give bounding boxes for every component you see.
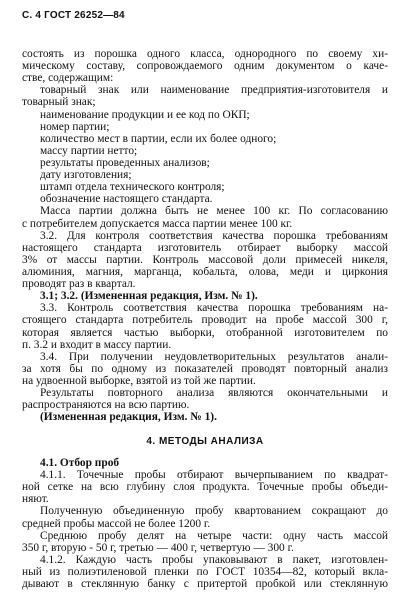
text-line: Масса партии должна быть не менее 100 кг. По согласованию bbox=[40, 205, 388, 218]
text-line: товарный знак; bbox=[22, 96, 96, 109]
text-line: наименование продукции и ее код по ОКП; bbox=[40, 108, 250, 121]
text-line: няют. bbox=[22, 493, 49, 506]
text-line: количество мест в партии, если их более одного; bbox=[40, 132, 277, 145]
text-line: п. 3.2 и входит в массу партии. bbox=[22, 338, 172, 351]
text-line: 4.1. Отбор проб bbox=[40, 456, 120, 469]
text-line: средней пробы массой не более 1200 г. bbox=[22, 517, 211, 530]
text-line: с потребителем допускается масса партии менее 100 кг. bbox=[22, 217, 293, 230]
text-line: настоящего стандарта изготовитель отбирает выборку массой bbox=[22, 241, 388, 254]
text-line: Среднюю пробу делят на четыре части: одну часть массой bbox=[40, 529, 388, 542]
text-line: на удвоенной выборке, взятой из той же партии. bbox=[22, 374, 256, 387]
text-line: которая является частью выборки, отобранной изготовителем по bbox=[22, 326, 388, 339]
text-line: дывают в стеклянную банку с притертой пробкой или стеклянную bbox=[22, 578, 388, 590]
text-line: 4.1.2. Каждую часть пробы упаковывают в пакет, изготовлен- bbox=[40, 553, 388, 566]
text-line: массу партии нетто; bbox=[40, 144, 138, 157]
text-line: 4.1.1. Точечные пробы отбирают вычерпыванием по квадрат- bbox=[40, 469, 388, 481]
text-line: 3.4. При получении неудовлетворительных результатов анали- bbox=[40, 350, 388, 363]
text-line: алюминия, магния, марганца, кобальта, олова, меди и циркония bbox=[22, 266, 388, 278]
text-line: стоящего стандарта потребитель проводит на пробе массой 300 г, bbox=[22, 314, 388, 327]
text-line: 3.3. Контроль соответствия качества порошка требованиям на- bbox=[40, 302, 388, 315]
text-line: состоять из порошка одного класса, однородного по своему хи- bbox=[22, 48, 388, 60]
text-line: 3% от массы партии. Контроль массовой доли примесей никеля, bbox=[22, 253, 388, 266]
text-line: Полученную объединенную пробу квартованием сокращают до bbox=[40, 505, 388, 518]
text-line: мическому составу, сопровождаемого одним документом о каче- bbox=[22, 60, 388, 73]
text-line: ный из полиэтиленовой пленки по ГОСТ 10354—82, который вкла- bbox=[22, 565, 388, 578]
text-line: распространяются на всю партию. bbox=[22, 399, 190, 412]
text-line: проводят раз в квартал. bbox=[22, 278, 136, 291]
text-line: 3.2. Для контроля соответствия качества порошка требованиям bbox=[40, 229, 388, 242]
text-line: 4. МЕТОДЫ АНАЛИЗА bbox=[146, 435, 264, 447]
text-line: штамп отдела технического контроля; bbox=[40, 181, 225, 194]
text-line: (Измененная редакция, Изм. № 1). bbox=[40, 411, 217, 424]
text-line: результаты проведенных анализов; bbox=[40, 157, 210, 169]
text-line: 350 г, вторую - 50 г, третью — 400 г, четвертую — 300 г. bbox=[22, 541, 294, 554]
text-line: стве, содержащим: bbox=[22, 72, 114, 85]
text-line: номер партии; bbox=[40, 120, 110, 133]
text-line: 3.1; 3.2. (Измененная редакция, Изм. № 1). bbox=[40, 290, 258, 303]
text-line: товарный знак или наименование предприятия-изготовителя и bbox=[40, 84, 388, 97]
text-line: дату изготовления; bbox=[40, 169, 132, 182]
text-line: ной сетке на всю глубину слоя продукта. Точечные пробы объеди- bbox=[22, 481, 388, 494]
text-line: за хотя бы по одному из показателей проводят повторный анализ bbox=[22, 362, 388, 375]
page-header: С. 4 ГОСТ 26252—84 bbox=[22, 10, 125, 21]
text-line: Результаты повторного анализа являются окончательными и bbox=[40, 387, 388, 400]
text-line: обозначение настоящего стандарта. bbox=[40, 193, 213, 206]
